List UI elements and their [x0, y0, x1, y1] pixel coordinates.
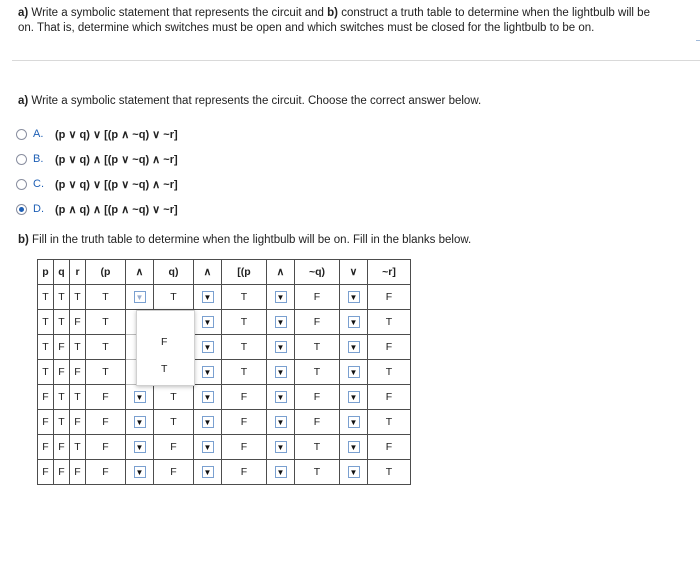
question-prompt: a) Write a symbolic statement that represents the circuit and b) construct a truth table to determine when the lightbulb will be on. That is, determine which switches must be open and which switches must be closed for the lightbulb to be on. — [18, 7, 650, 34]
column-header: ∨ — [340, 260, 368, 285]
table-row — [38, 460, 411, 485]
dropdown-arrow-icon[interactable]: ▼ — [275, 316, 287, 328]
table-cell: F — [70, 310, 86, 335]
answer-cell[interactable] — [126, 460, 154, 485]
table-cell: T — [70, 285, 86, 310]
table-cell: F — [368, 335, 411, 360]
dropdown-arrow-icon[interactable]: ▼ — [348, 416, 360, 428]
column-header: (p — [86, 260, 126, 285]
table-cell: T — [222, 285, 267, 310]
table-cell: T — [368, 460, 411, 485]
table-cell: F — [54, 360, 70, 385]
table-cell: F — [54, 460, 70, 485]
table-cell: T — [222, 335, 267, 360]
table-cell: T — [295, 360, 340, 385]
table-cell: T — [86, 335, 126, 360]
answer-cell[interactable] — [340, 360, 368, 385]
table-cell: F — [368, 285, 411, 310]
table-cell: T — [222, 310, 267, 335]
dropdown-arrow-icon[interactable]: ▼ — [348, 391, 360, 403]
table-cell: T — [70, 335, 86, 360]
answer-cell[interactable] — [267, 435, 295, 460]
option-c[interactable] — [16, 176, 178, 192]
table-cell: F — [154, 460, 194, 485]
table-cell: T — [38, 360, 54, 385]
option-letter: B. — [33, 153, 44, 165]
column-header: r — [70, 260, 86, 285]
answer-cell[interactable] — [194, 335, 222, 360]
table-cell: T — [368, 410, 411, 435]
table-cell: T — [70, 435, 86, 460]
dropdown-arrow-icon[interactable]: ▼ — [134, 441, 146, 453]
dropdown-arrow-icon[interactable]: ▼ — [202, 341, 214, 353]
answer-cell[interactable] — [340, 285, 368, 310]
table-cell: T — [38, 310, 54, 335]
answer-cell[interactable] — [126, 410, 154, 435]
dropdown-arrow-icon[interactable]: ▼ — [348, 366, 360, 378]
dropdown-arrow-icon[interactable]: ▼ — [275, 441, 287, 453]
dropdown-arrow-icon[interactable]: ▼ — [202, 316, 214, 328]
dropdown-arrow-icon[interactable]: ▼ — [202, 441, 214, 453]
answer-cell[interactable] — [267, 335, 295, 360]
option-c-radio[interactable] — [16, 179, 27, 190]
dropdown-arrow-icon[interactable]: ▼ — [348, 441, 360, 453]
table-row — [38, 360, 411, 385]
option-b[interactable] — [16, 151, 178, 167]
answer-cell[interactable] — [194, 410, 222, 435]
dropdown-arrow-icon[interactable]: ▼ — [202, 391, 214, 403]
answer-cell[interactable] — [340, 435, 368, 460]
dropdown-arrow-icon[interactable]: ▼ — [348, 466, 360, 478]
table-row — [38, 310, 411, 335]
option-expression: (p ∨ q) ∧ [(p ∨ ~q) ∧ ~r] — [55, 153, 178, 166]
table-cell: F — [86, 410, 126, 435]
option-a[interactable] — [16, 126, 178, 142]
table-cell: F — [368, 435, 411, 460]
dropdown-arrow-icon[interactable]: ▼ — [202, 366, 214, 378]
dropdown-arrow-icon[interactable]: ▼ — [134, 291, 146, 303]
dropdown-arrow-icon[interactable]: ▼ — [202, 466, 214, 478]
table-cell: T — [295, 435, 340, 460]
answer-cell[interactable] — [340, 460, 368, 485]
answer-cell[interactable] — [340, 335, 368, 360]
table-cell: F — [54, 435, 70, 460]
truth-table — [37, 259, 411, 485]
column-header: ∧ — [267, 260, 295, 285]
part-b-marker: b) — [327, 7, 339, 19]
answer-cell[interactable] — [194, 460, 222, 485]
table-cell: F — [86, 385, 126, 410]
option-expression: (p ∨ q) ∨ [(p ∧ ~q) ∨ ~r] — [55, 128, 178, 141]
option-expression: (p ∧ q) ∧ [(p ∧ ~q) ∨ ~r] — [55, 203, 178, 216]
table-cell: F — [222, 385, 267, 410]
table-cell: T — [86, 360, 126, 385]
table-cell: T — [70, 385, 86, 410]
dropdown-option[interactable]: F — [161, 336, 168, 348]
column-header: ∧ — [194, 260, 222, 285]
dropdown-arrow-icon[interactable]: ▼ — [134, 391, 146, 403]
table-cell: F — [70, 460, 86, 485]
table-cell: T — [86, 285, 126, 310]
dropdown-option[interactable]: T — [161, 363, 168, 375]
table-cell: F — [295, 410, 340, 435]
answer-cell[interactable] — [194, 310, 222, 335]
edge-mark — [696, 40, 700, 41]
table-cell: F — [86, 435, 126, 460]
table-cell: F — [70, 360, 86, 385]
answer-cell[interactable] — [126, 385, 154, 410]
dropdown-arrow-icon[interactable]: ▼ — [275, 391, 287, 403]
column-header: q) — [154, 260, 194, 285]
table-cell: F — [38, 410, 54, 435]
answer-cell[interactable] — [194, 285, 222, 310]
table-cell: T — [54, 285, 70, 310]
dropdown-arrow-icon[interactable]: ▼ — [275, 466, 287, 478]
answer-cell[interactable] — [267, 310, 295, 335]
table-cell: T — [222, 360, 267, 385]
table-cell: F — [54, 335, 70, 360]
dropdown-arrow-icon[interactable]: ▼ — [134, 466, 146, 478]
table-cell: F — [295, 385, 340, 410]
table-cell: F — [368, 385, 411, 410]
table-cell: T — [154, 285, 194, 310]
table-cell: T — [368, 360, 411, 385]
column-header: q — [54, 260, 70, 285]
table-cell: F — [38, 460, 54, 485]
table-cell: T — [368, 310, 411, 335]
option-a-radio[interactable] — [16, 129, 27, 140]
option-letter: A. — [33, 128, 44, 140]
dropdown-arrow-icon[interactable]: ▼ — [202, 416, 214, 428]
table-cell: T — [54, 385, 70, 410]
table-cell: F — [222, 460, 267, 485]
table-cell: F — [86, 460, 126, 485]
option-letter: C. — [33, 178, 44, 190]
table-row — [38, 385, 411, 410]
dropdown-arrow-icon[interactable]: ▼ — [275, 366, 287, 378]
column-header: ∧ — [126, 260, 154, 285]
option-letter: D. — [33, 203, 44, 215]
answer-cell[interactable] — [267, 360, 295, 385]
table-cell: F — [222, 435, 267, 460]
table-cell: F — [154, 435, 194, 460]
dropdown-arrow-icon[interactable]: ▼ — [275, 291, 287, 303]
dropdown-arrow-icon[interactable]: ▼ — [348, 316, 360, 328]
table-cell: F — [222, 410, 267, 435]
table-cell: T — [38, 335, 54, 360]
column-header: ~q) — [295, 260, 340, 285]
dropdown-arrow-icon[interactable]: ▼ — [348, 291, 360, 303]
column-header: ~r] — [368, 260, 411, 285]
table-cell: F — [295, 285, 340, 310]
table-cell: F — [70, 410, 86, 435]
table-cell: T — [54, 410, 70, 435]
answer-cell[interactable] — [340, 310, 368, 335]
table-cell: T — [295, 460, 340, 485]
option-expression: (p ∨ q) ∨ [(p ∨ ~q) ∧ ~r] — [55, 178, 178, 191]
answer-cell[interactable] — [194, 435, 222, 460]
answer-cell[interactable] — [194, 360, 222, 385]
answer-cell[interactable] — [267, 460, 295, 485]
option-b-radio[interactable] — [16, 154, 27, 165]
answer-cell[interactable] — [267, 410, 295, 435]
table-row — [38, 410, 411, 435]
option-d-radio-selected[interactable] — [16, 204, 27, 215]
answer-cell[interactable] — [340, 410, 368, 435]
table-cell: T — [38, 285, 54, 310]
dropdown-arrow-icon[interactable]: ▼ — [202, 291, 214, 303]
table-cell: T — [86, 310, 126, 335]
dropdown-popup[interactable] — [136, 310, 195, 386]
table-cell: T — [54, 310, 70, 335]
section-divider — [12, 60, 700, 61]
header-row — [38, 260, 411, 285]
table-cell: T — [154, 385, 194, 410]
column-header: p — [38, 260, 54, 285]
part-a-prompt: a) Write a symbolic statement that represents the circuit. Choose the correct answer below. — [18, 95, 482, 107]
part-b-prompt: b) Fill in the truth table to determine when the lightbulb will be on. Fill in the blanks below. — [18, 234, 472, 246]
answer-cell[interactable] — [194, 385, 222, 410]
table-cell: F — [295, 310, 340, 335]
table-cell: T — [295, 335, 340, 360]
table-cell: F — [38, 435, 54, 460]
table-cell: T — [154, 410, 194, 435]
option-d[interactable] — [16, 201, 178, 217]
dropdown-arrow-icon[interactable]: ▼ — [134, 416, 146, 428]
answer-cell[interactable] — [267, 385, 295, 410]
table-row — [38, 285, 411, 310]
table-row — [38, 435, 411, 460]
answer-cell[interactable] — [267, 285, 295, 310]
part-a-marker: a) — [18, 7, 29, 19]
table-row — [38, 335, 411, 360]
answer-cell[interactable] — [126, 285, 154, 310]
answer-cell[interactable] — [340, 385, 368, 410]
table-cell: F — [38, 385, 54, 410]
dropdown-arrow-icon[interactable]: ▼ — [275, 416, 287, 428]
answer-cell[interactable] — [126, 435, 154, 460]
dropdown-arrow-icon[interactable]: ▼ — [348, 341, 360, 353]
column-header: [(p — [222, 260, 267, 285]
dropdown-arrow-icon[interactable]: ▼ — [275, 341, 287, 353]
